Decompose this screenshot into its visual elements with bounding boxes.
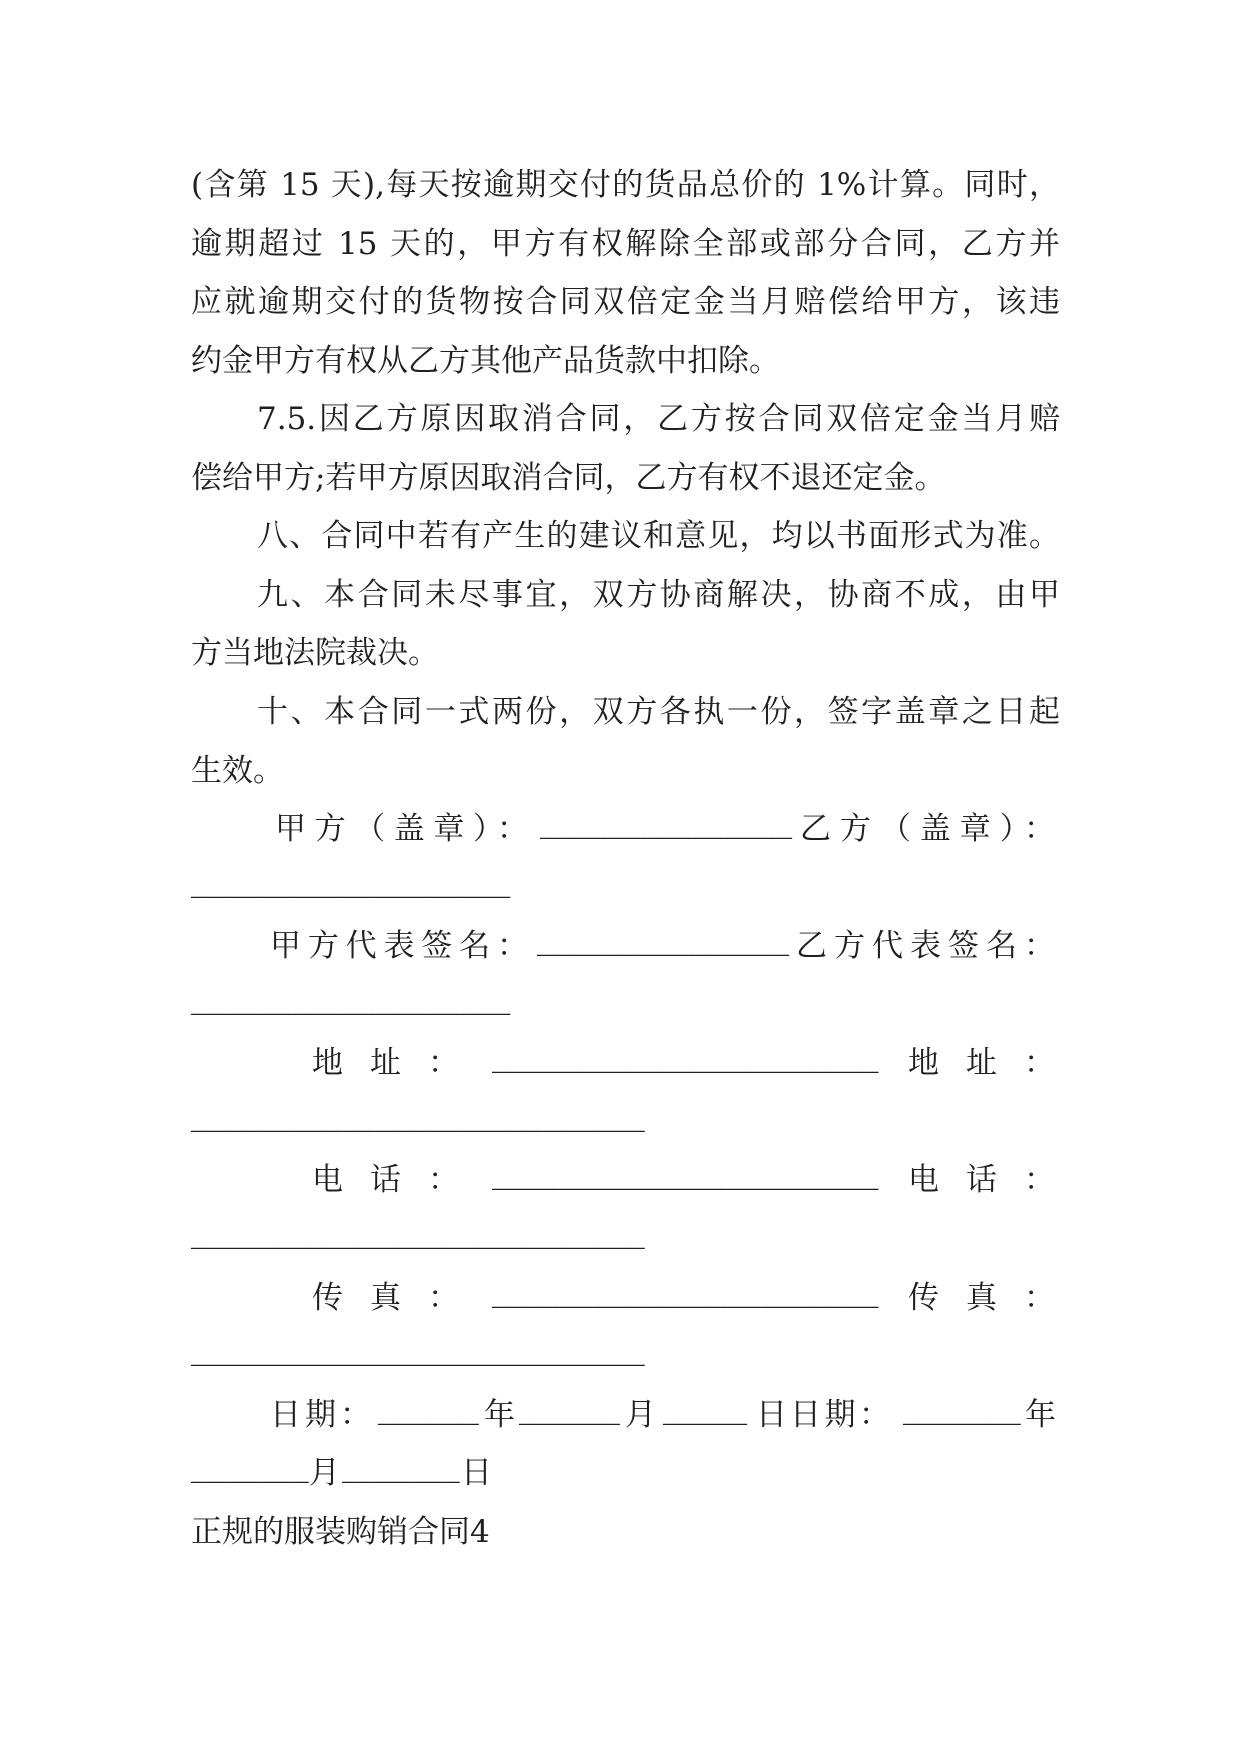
- party-a-year-unit: 年: [484, 1397, 515, 1433]
- party-a-representative-label: 甲方代表签名：: [270, 928, 528, 964]
- party-a-phone-label: 电话：: [312, 1162, 459, 1198]
- party-a-seal-label: 甲方（盖章）：: [275, 811, 528, 847]
- party-b-year-unit: 年: [1025, 1397, 1056, 1433]
- party-a-date-label: 日期：: [270, 1397, 371, 1433]
- party-a-month-blank: ______: [519, 1400, 620, 1431]
- party-b-day-blank: _______: [342, 1458, 460, 1489]
- party-a-fax-blank: _______________________: [492, 1283, 879, 1314]
- party-b-seal-label: 乙方（盖章）：: [800, 811, 1055, 847]
- clause-7-4-line-4: 约金甲方有权从乙方其他产品货款中扣除。: [191, 343, 780, 379]
- party-a-address-label: 地址：: [312, 1045, 459, 1081]
- party-b-fax-blank: ___________________________: [191, 1341, 645, 1372]
- party-b-representative-label: 乙方代表签名：: [796, 928, 1055, 964]
- party-a-fax-label: 传真：: [312, 1280, 459, 1316]
- clause-10-line-1: 十、本合同一式两份，双方各执一份，签字盖章之日起: [257, 694, 1060, 730]
- clause-7-5-line-1: 7.5.因乙方原因取消合同，乙方按合同双倍定金当月赔: [257, 401, 1060, 437]
- party-b-date-label: 日期：: [790, 1397, 890, 1433]
- party-b-month-blank: _______: [191, 1458, 309, 1489]
- clause-9-line-1: 九、本合同未尽事宜，双方协商解决，协商不成，由甲: [257, 577, 1060, 613]
- party-a-seal-blank: _______________: [540, 814, 793, 845]
- clause-7-4-line-1: (含第 15 天),每天按逾期交付的货品总价的 1%计算。同时，: [191, 167, 1060, 203]
- party-b-address-label: 地址：: [908, 1045, 1055, 1081]
- party-b-phone-blank: ___________________________: [191, 1224, 645, 1255]
- party-b-month-unit: 月: [309, 1455, 340, 1491]
- clause-8-text: 八、合同中若有产生的建议和意见，均以书面形式为准。: [257, 518, 1060, 554]
- clause-9-line-2: 方当地法院裁决。: [191, 635, 439, 671]
- next-contract-title: 正规的服装购销合同4: [191, 1514, 490, 1550]
- clause-7-5-line-2: 偿给甲方;若甲方原因取消合同，乙方有权不退还定金。: [191, 460, 946, 496]
- clause-7-4-line-2: 逾期超过 15 天的，甲方有权解除全部或部分合同，乙方并: [191, 226, 1060, 262]
- clause-10-line-2: 生效。: [191, 753, 284, 789]
- party-b-phone-label: 电话：: [908, 1162, 1055, 1198]
- party-b-fax-label: 传真：: [908, 1280, 1055, 1316]
- party-a-phone-blank: _______________________: [492, 1165, 879, 1196]
- party-a-month-unit: 月: [625, 1397, 656, 1433]
- party-a-day-blank: _____: [663, 1400, 748, 1431]
- party-b-year-blank: _______: [903, 1400, 1021, 1431]
- party-a-year-blank: ______: [378, 1400, 479, 1431]
- party-a-address-blank: _______________________: [492, 1048, 879, 1079]
- party-b-seal-blank: ___________________: [191, 873, 511, 904]
- party-b-representative-blank: ___________________: [191, 990, 511, 1021]
- party-a-representative-blank: _______________: [537, 931, 790, 962]
- clause-7-4-line-3: 应就逾期交付的货物按合同双倍定金当月赔偿给甲方，该违: [191, 284, 1060, 320]
- party-a-day-unit: 日: [756, 1397, 787, 1433]
- party-b-address-blank: ___________________________: [191, 1107, 645, 1138]
- party-b-day-unit: 日: [461, 1455, 492, 1491]
